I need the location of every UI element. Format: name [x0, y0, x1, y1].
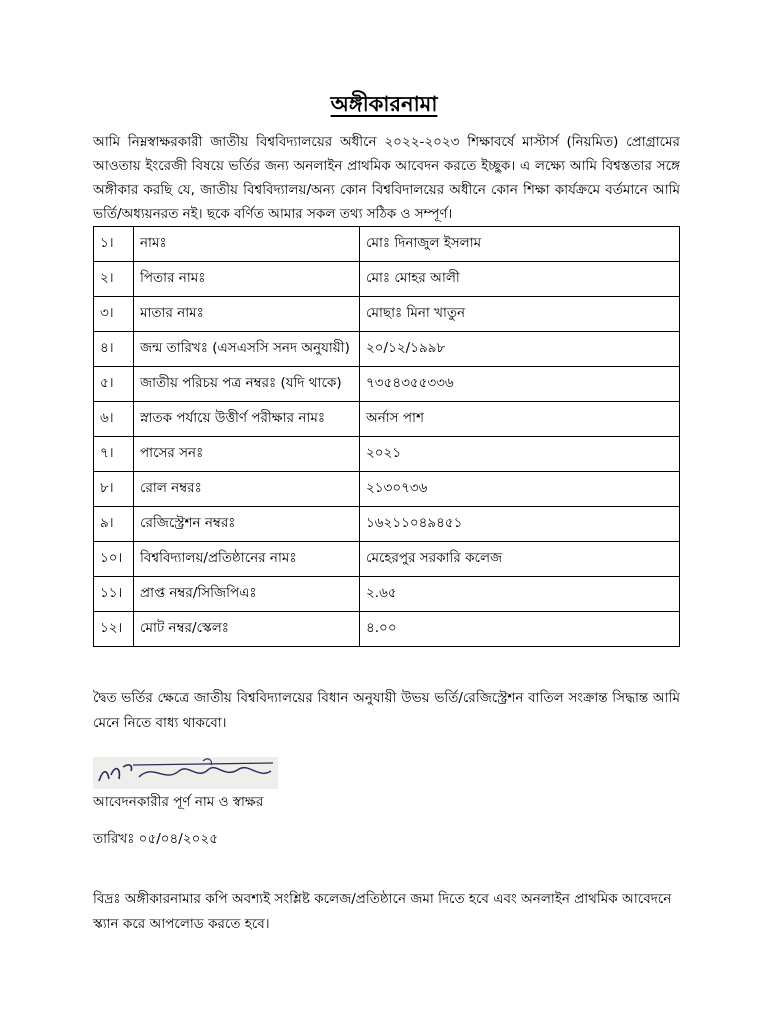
row-number: ৭। [94, 437, 134, 472]
row-number: ১০। [94, 542, 134, 577]
row-label: স্নাতক পর্যায়ে উত্তীর্ণ পরীক্ষার নামঃ [134, 402, 360, 437]
row-number: ৪। [94, 332, 134, 367]
row-label: পাসের সনঃ [134, 437, 360, 472]
row-number: ৫। [94, 367, 134, 402]
table-row [94, 507, 680, 542]
info-table [93, 226, 680, 647]
footnote: বিদ্রঃ অঙ্গীকারনামার কপি অবশ্যই সংশ্লিষ্ট কলেজ/প্রতিষ্ঠানে জমা দিতে হবে এবং অনলাইন প্রাথমিক আবেদনে স্ক্যান করে আপলোড করতে হবে। [93, 891, 672, 932]
signature-caption: আবেদনকারীর পূর্ণ নাম ও স্বাক্ষর [93, 794, 264, 810]
row-label: জাতীয় পরিচয় পত্র নম্বরঃ (যদি থাকে) [134, 367, 360, 402]
row-value: মেহেরপুর সরকারি কলেজ [360, 542, 680, 577]
row-label: পিতার নামঃ [134, 262, 360, 297]
row-value: ৭৩৫৪৩৫৫৩৩৬ [360, 367, 680, 402]
info-table-body [94, 227, 680, 647]
row-number: ২। [94, 262, 134, 297]
row-label: নামঃ [134, 227, 360, 262]
row-label: মোট নম্বর/স্কেলঃ [134, 612, 360, 647]
page-title [0, 88, 768, 123]
row-label: প্রাপ্ত নম্বর/সিজিপিএঃ [134, 577, 360, 612]
table-row [94, 612, 680, 647]
table-row [94, 402, 680, 437]
row-number: ৬। [94, 402, 134, 437]
row-value: ১৬২১১০৪৯৪৫১ [360, 507, 680, 542]
table-row [94, 227, 680, 262]
row-value: ২১৩০৭৩৬ [360, 472, 680, 507]
row-value: মোঃ মোহর আলী [360, 262, 680, 297]
row-number: ১২। [94, 612, 134, 647]
table-row [94, 297, 680, 332]
row-number: ৮। [94, 472, 134, 507]
dual-admission-note: দ্বৈত ভর্তির ক্ষেত্রে জাতীয় বিশ্ববিদ্যালয়ের বিধান অনুযায়ী উভয় ভর্তি/রেজিস্ট্রেশন বাতিল সংক্রান্ত সিদ্ধান্ত আমি মেনে নিতে বাধ্য থাকবো। [93, 690, 680, 731]
table-row [94, 542, 680, 577]
table-row [94, 437, 680, 472]
row-label: মাতার নামঃ [134, 297, 360, 332]
table-row [94, 262, 680, 297]
date-line: তারিখঃ ০৫/০৪/২০২৫ [93, 831, 218, 847]
row-value: মোছাঃ মিনা খাতুন [360, 297, 680, 332]
table-row [94, 577, 680, 612]
row-number: ৩। [94, 297, 134, 332]
page-title-text: অঙ্গীকারনামা [330, 92, 438, 116]
row-value: ২০২১ [360, 437, 680, 472]
row-label: জন্ম তারিখঃ (এসএসসি সনদ অনুযায়ী) [134, 332, 360, 367]
row-value: ৪.০০ [360, 612, 680, 647]
table-row [94, 332, 680, 367]
row-label: বিশ্ববিদ্যালয়/প্রতিষ্ঠানের নামঃ [134, 542, 360, 577]
signature-image [93, 757, 278, 789]
intro-paragraph: আমি নিম্নস্বাক্ষরকারী জাতীয় বিশ্ববিদ্যালয়ের অধীনে ২০২২-২০২৩ শিক্ষাবর্ষে মাস্টার্স (নিয়মিত) প্রোগ্রামের আওতায় ইংরেজী বিষয়ে ভর্তির জন্য অনলাইন প্রাথমিক আবেদন করতে ইচ্ছুক। এ লক্ষ্যে আমি বিশ্বস্ততার সঙ্গে অঙ্গীকার করছি যে, জাতীয় বিশ্ববিদ্যালয়/অন্য কোন বিশ্ববিদালয়ের অধীনে কোন শিক্ষা কার্যক্রমে বর্তমানে আমি ভর্তি/অধ্যয়নরত নই। ছকে বর্ণিত আমার সকল তথ্য সঠিক ও সম্পূর্ণ। [93, 134, 680, 222]
row-value: ২০/১২/১৯৯৮ [360, 332, 680, 367]
row-number: ৯। [94, 507, 134, 542]
row-number: ১। [94, 227, 134, 262]
row-value: অর্নাস পাশ [360, 402, 680, 437]
table-row [94, 472, 680, 507]
table-row [94, 367, 680, 402]
row-value: মোঃ দিনাজুল ইসলাম [360, 227, 680, 262]
row-label: রেজিস্ট্রেশন নম্বরঃ [134, 507, 360, 542]
row-number: ১১। [94, 577, 134, 612]
row-label: রোল নম্বরঃ [134, 472, 360, 507]
row-value: ২.৬৫ [360, 577, 680, 612]
